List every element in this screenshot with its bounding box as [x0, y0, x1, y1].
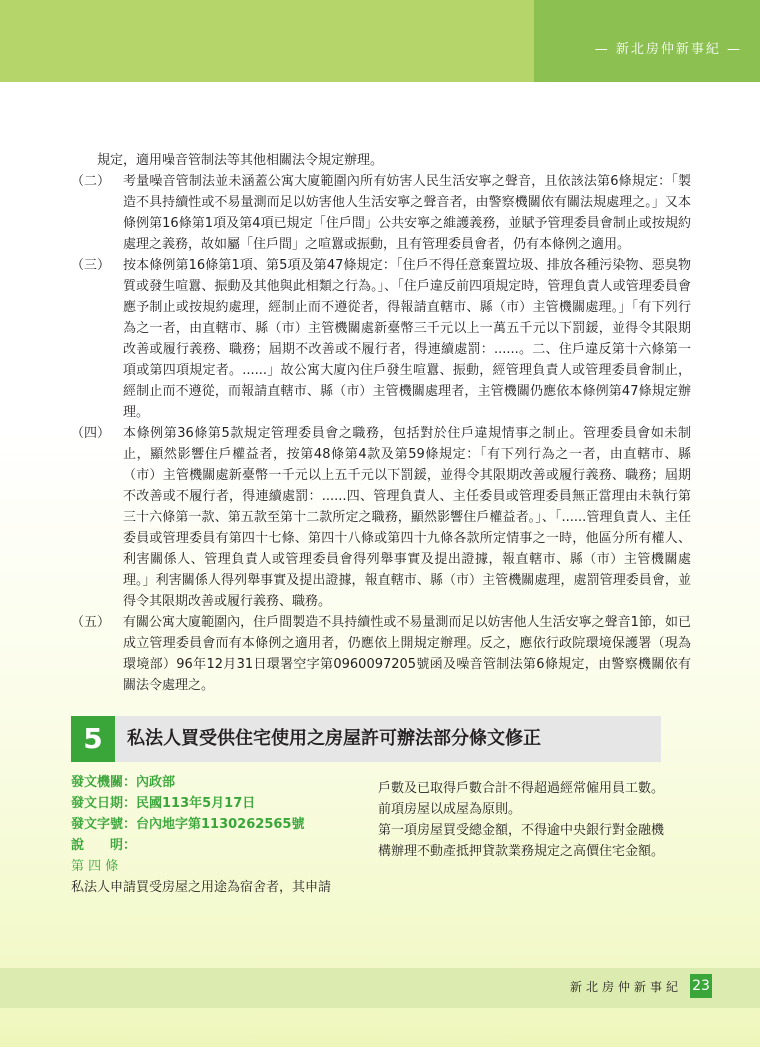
paragraph-text: 本條例第36條第5款規定管理委員會之職務，包括對於住戶違規情事之制止。管理委員會如未制止，顯然影響住戶權益者，按第48條第4款及第59條規定：「有下列行為之一者，由直轄市、縣（市）主管機關處新臺幣一千元以上五千元以下罰鍰，並得令其限期改善或履行義務、職務；屆期不改善或不履行者，得連續處罰：......四、管理負責人、主任委員或管理委員無正當理由未執行第三十六條第一款、第五款至第十二款所定之職務，顯然影響住戶權益者。」、「......管理負責人、主任委員或管理委員有第四十七條、第四十八條或第四十九條各款所定情事之一時，他區分所有權人、利害關係人、管理負責人或管理委員會得列舉事實及提出證據，報直轄市、縣（市）主管機關處理。」利害關係人得列舉事實及提出證據，報直轄市、縣（市）主管機關處理，處罰管理委員會，並得令其限期改善或履行義務、職務。 — [123, 426, 691, 609]
document-number: 發文字號：台內地字第1130262565號 — [71, 817, 305, 832]
footer-title: 新北房仲新事紀 — [569, 980, 682, 994]
article-body — [71, 150, 691, 696]
paragraph-number: （三） — [71, 258, 111, 273]
paragraph-text: 考量噪音管制法並未涵蓋公寓大廈範圍內所有妨害人民生活安寧之聲音，且依該法第6條規定：「製造不具持續性或不易量測而足以妨害他人生活安寧之聲音者，由警察機關依有關法規處理之。」又本條例第16條第1項及第4項已規定「住戶間」公共安寧之維護義務，並賦予管理委員會制止或按規約處理之義務，故如屬「住戶間」之喧囂或振動，且有管理委員會者，仍有本條例之適用。 — [123, 174, 691, 252]
paragraph-text: 規定，適用噪音管制法等其他相關法令規定辦理。 — [97, 153, 384, 168]
section-title: 私法人買受供住宅使用之房屋許可辦法部分條文修正 — [127, 728, 541, 749]
section-header — [71, 716, 661, 762]
article-text: 私法人申請買受房屋之用途為宿舍者，其申請 — [71, 880, 332, 895]
magazine-header-title: — 新北房仲新事紀 — — [594, 42, 742, 57]
section-number: 5 — [71, 716, 115, 762]
paragraph-continuation — [71, 150, 691, 171]
paragraph-5 — [71, 612, 691, 696]
paragraph-4 — [71, 423, 691, 612]
issuing-agency: 發文機關：內政部 — [71, 775, 176, 790]
explanation-label: 說 明： — [71, 838, 137, 853]
right-paragraph: 第一項房屋買受總金額，不得逾中央銀行對金融機構辦理不動產抵押貸款業務規定之高價住宅金額。 — [378, 823, 665, 859]
article-label: 第 四 條 — [71, 859, 119, 874]
paragraph-number: （二） — [71, 174, 111, 189]
paragraph-number: （五） — [71, 615, 111, 630]
right-paragraph: 前項房屋以成屋為原則。 — [378, 802, 522, 817]
right-paragraph: 戶數及已取得戶數合計不得超過經常僱用員工數。 — [378, 781, 665, 796]
left-column — [71, 772, 367, 898]
paragraph-3 — [71, 255, 691, 423]
issue-date: 發文日期：民國113年5月17日 — [71, 796, 256, 811]
right-column — [378, 778, 668, 862]
paragraph-2 — [71, 171, 691, 255]
paragraph-text: 有關公寓大廈範圍內，住戶間製造不具持續性或不易量測而足以妨害他人生活安寧之聲音1節，如已成立管理委員會而有本條例之適用者，仍應依上開規定辦理。反之，應依行政院環境保護署（現為環境部）96年12月31日環署空字第0960097205號函及噪音管制法第6條規定，由警察機關依有關法令處理之。 — [123, 615, 691, 693]
paragraph-text: 按本條例第16條第1項、第5項及第47條規定：「住戶不得任意棄置垃圾、排放各種污染物、惡臭物質或發生喧囂、振動及其他與此相類之行為。」、「住戶違反前四項規定時，管理負責人或管理委員會應予制止或按規約處理，經制止而不遵從者，得報請直轄市、縣（市）主管機關處理。」「有下列行為之一者，由直轄市、縣（市）主管機關處新臺幣三千元以上一萬五千元以下罰鍰，並得令其限期改善或履行義務、職務；屆期不改善或不履行者，得連續處罰：......。二、住戶違反第十六條第一項或第四項規定者。......」故公寓大廈內住戶發生喧囂、振動，經管理負責人或管理委員會制止，經制止而不遵從，而報請直轄市、縣（市）主管機關處理者，主管機關仍應依本條例第47條規定辦理。 — [123, 258, 691, 420]
page-number: 23 — [690, 974, 712, 998]
paragraph-number: （四） — [71, 426, 111, 441]
